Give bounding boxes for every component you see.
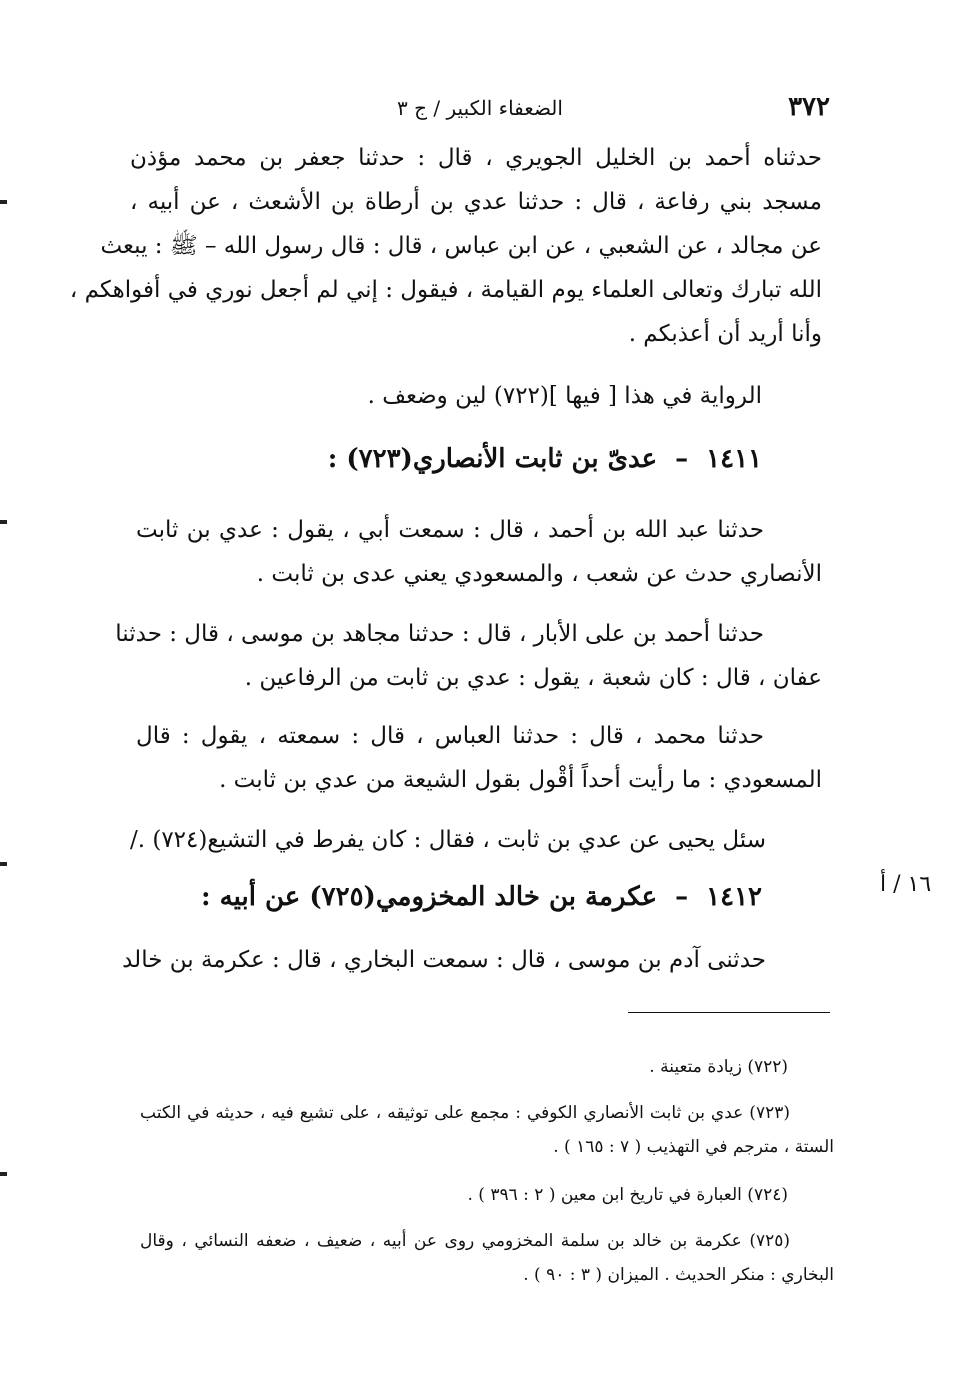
paragraph-masudi — [136, 714, 822, 802]
footnote-line: (٧٢٥) عكرمة بن خالد بن سلمة المخزومي روى عن أبيه ، ضعيف ، ضعفه النسائي ، وقال — [140, 1231, 790, 1251]
text-line: وأنا أريد أن أعذبكم . — [628, 321, 822, 347]
entry-dash: – — [675, 882, 689, 912]
entry-title: عدىّ بن ثابت الأنصاري(٧٢٣) : — [327, 444, 658, 474]
entry-heading-1412 — [201, 882, 762, 912]
paragraph-yahya — [129, 818, 766, 862]
entry-title: عكرمة بن خالد المخزومي(٧٢٥) عن أبيه : — [201, 882, 658, 912]
entry-number: ١٤١٢ — [706, 882, 762, 912]
paragraph-adam-musa — [122, 938, 766, 982]
entry-dash: – — [675, 444, 689, 474]
scan-edge-mark — [0, 520, 7, 524]
footnote-724 — [440, 1178, 788, 1212]
text-line: الأنصاري حدث عن شعب ، والمسعودي يعني عدى بن ثابت . — [256, 561, 822, 587]
page-number: ٣٧٢ — [788, 92, 830, 122]
footnote-722 — [560, 1050, 788, 1084]
text-line: حدثنا أحمد بن على الأبار ، قال : حدثنا مجاهد بن موسى ، قال : حدثنا — [115, 621, 764, 647]
scan-edge-mark — [0, 862, 7, 866]
entry-number: ١٤١١ — [706, 444, 762, 474]
paragraph-abdullah-ahmad — [136, 508, 822, 596]
text-line: الله تبارك وتعالى العلماء يوم القيامة ، فيقول : إني لم أجعل نوري في أفواهكم ، — [69, 277, 822, 303]
text-line: حدثناه أحمد بن الخليل الجويري ، قال : حدثنا جعفر بن محمد مؤذن — [130, 145, 822, 171]
footnote-line: البخاري : منكر الحديث . الميزان ( ٣ : ٩٠ ) . — [523, 1265, 834, 1285]
scan-edge-mark — [0, 1172, 7, 1176]
entry-heading-1411 — [327, 444, 762, 474]
footnote-line: الستة ، مترجم في التهذيب ( ٧ : ١٦٥ ) . — [553, 1137, 834, 1157]
text-line: عن مجالد ، عن الشعبي ، عن ابن عباس ، قال : قال رسول الله – ﷺ : يبعث — [100, 233, 822, 259]
scan-edge-mark — [0, 200, 7, 204]
text-line: الرواية في هذا [ فيها ](٧٢٢) لين وضعف . — [367, 383, 762, 409]
text-line: سئل يحيى عن عدي بن ثابت ، فقال : كان يفرط في التشيع(٧٢٤) ./ — [129, 827, 766, 853]
footnote-line: (٧٢٢) زيادة متعينة . — [649, 1057, 788, 1077]
text-line: حدثنا محمد ، قال : حدثنا العباس ، قال : سمعته ، يقول : قال — [136, 723, 764, 749]
text-line: حدثنا عبد الله بن أحمد ، قال : سمعت أبي ، يقول : عدي بن ثابت — [136, 517, 764, 543]
paragraph-hadith-ulama — [69, 136, 822, 356]
paragraph-riwaya-note — [300, 374, 762, 418]
footnote-line: (٧٢٤) العبارة في تاريخ ابن معين ( ٢ : ٣٩٦ ) . — [467, 1185, 788, 1205]
text-line: حدثنى آدم بن موسى ، قال : سمعت البخاري ، قال : عكرمة بن خالد — [122, 947, 766, 973]
footnote-separator — [628, 1012, 830, 1013]
text-line: المسعودي : ما رأيت أحداً أقْول بقول الشيعة من عدي بن ثابت . — [219, 767, 822, 793]
paragraph-abbar — [115, 612, 822, 700]
footnote-725 — [140, 1224, 834, 1292]
text-line: عفان ، قال : كان شعبة ، يقول : عدي بن ثابت من الرفاعين . — [244, 665, 822, 691]
page-header — [360, 92, 830, 132]
footnote-line: (٧٢٣) عدي بن ثابت الأنصاري الكوفي : مجمع على توثيقه ، على تشيع فيه ، حديثه في الكتب — [140, 1103, 790, 1123]
footnote-723 — [140, 1096, 834, 1164]
running-title: الضعفاء الكبير / ج ٣ — [397, 96, 563, 120]
text-line: مسجد بني رفاعة ، قال : حدثنا عدي بن أرطاة بن الأشعث ، عن أبيه ، — [130, 189, 822, 215]
margin-folio-note: ١٦ / أ — [880, 872, 932, 897]
